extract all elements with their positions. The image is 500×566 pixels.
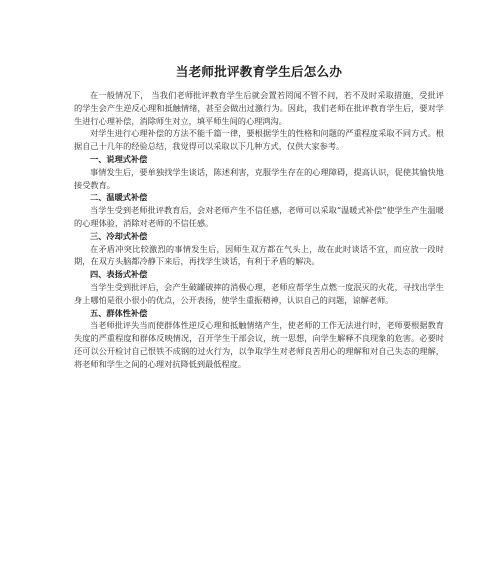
intro-paragraph-1: 在一般情况下， 当我们老师批评教育学生后就会置若罔闻不管不问，若不及时采取措施，受批评的学生会产生逆反心理和抵触情绪，甚至会做出过激行为。因此，我们老师在批评教育学生后，要对学生进行心理补偿，消除师生对立，填平师生间的心理鸿沟。	[74, 90, 444, 126]
section-heading-4: 四、表扬式补偿	[90, 269, 148, 280]
section-body-5: 当老师批评失当而使群体性逆反心理和抵触情绪产生，使老师的工作无法进行时，老师要根据教育失度的严重程度和群体反映情况，召开学生干部会议，统一思想，向学生解释不良现象的危害。必要时还可以公开检讨自己恨铁不成钢的过火行为，以争取学生对老师良苦用心的理解和对自己失态的理解，将老师和学生之间的心理对抗降低到最低程度。	[74, 320, 444, 369]
document-title: 当老师批评教育学生后怎么办	[175, 64, 343, 79]
document-body	[74, 62, 444, 371]
section-heading-2: 二、温暖式补偿	[90, 192, 148, 203]
section-heading-3: 三、冷却式补偿	[90, 230, 148, 241]
section-body-2: 当学生受到老师批评教育后，会对老师产生不信任感，老师可以采取“温暖式补偿”使学生产生温暖的心理体验，消除对老师的不信任感。	[74, 205, 444, 228]
section-heading-5: 五、群体性补偿	[90, 307, 148, 318]
section-body-1: 事情发生后，要单独找学生谈话，陈述利害，克服学生存在的心理障碍，提高认识，促使其愉快地接受教育。	[74, 166, 444, 190]
section-heading-1: 一、说理式补偿	[90, 153, 148, 164]
section-body-3: 在矛盾冲突比较激烈的事情发生后，因师生双方都在气头上，故在此时谈话不宜，而应放一段时期，在双方头脑都冷静下来后，再找学生谈话，有利于矛盾的解决。	[74, 243, 444, 267]
section-body-4: 当学生受到批评后，会产生破罐破摔的消极心理，老师应帮学生点燃一度泯灭的火花，寻找出学生身上哪怕是很小很小的优点，公开表扬，使学生重振精神，认识自己的问题，谅解老师。	[74, 281, 444, 305]
intro-paragraph-2: 对学生进行心理补偿的方法不能千篇一律，要根据学生的性格和问题的严重程度采取不同方式。根据自己十几年的经验总结，我觉得可以采取以下几种方式，仅供大家参考。	[74, 128, 444, 152]
